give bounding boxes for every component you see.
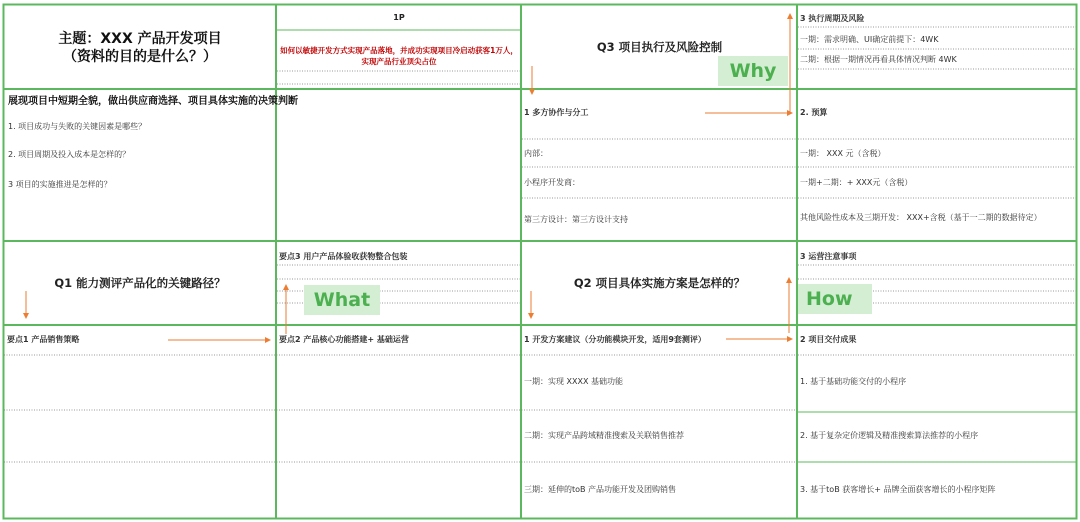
page-label-1p: 1P [393, 13, 405, 22]
schedule-row-2: 二期：根据一期情况再看具体情况判断 4WK [800, 55, 957, 64]
how-tag: How [798, 284, 872, 314]
dev-plan-phase-3: 三期：延伸的toB 产品功能开发及团购销售 [524, 485, 677, 494]
budget-row-2: 一期+二期：+ XXX元（含税） [800, 178, 913, 187]
why-tag: Why [718, 56, 788, 86]
dev-plan-phase-2: 二期：实现产品跨域精准搜索及关联销售推荐 [524, 431, 684, 440]
collab-title: 1 多方协作与分工 [524, 108, 589, 117]
delivery-item-2: 2. 基于复杂定价逻辑及精准搜索算法推荐的小程序 [800, 431, 979, 440]
dev-plan-title: 1 开发方案建议（分功能模块开发，适用9套测评） [524, 335, 706, 344]
q1-title: Q1 能力测评产品化的关键路径？ [54, 276, 226, 290]
budget-title: 2. 预算 [800, 108, 828, 117]
budget-row-3: 其他风险性成本及三期开发： XXX+含税（基于一二期的数据待定） [800, 213, 1042, 222]
collab-row-internal: 内部： [524, 149, 548, 158]
collab-row-design: 第三方设计：第三方设计支持 [524, 215, 628, 224]
point2-title: 要点2 产品核心功能搭建+ 基础运营 [279, 335, 409, 344]
q3-title: Q3 项目执行及风险控制 [596, 40, 723, 54]
q2-title: Q2 项目具体实施方案是怎样的？ [573, 276, 746, 290]
what-tag: What [304, 285, 380, 315]
schedule-row-1: 一期：需求明确、UI确定前提下：4WK [800, 35, 939, 44]
schedule-title: 3 执行周期及风险 [800, 14, 865, 23]
topic-title: 主题：XXX 产品开发项目 [58, 31, 222, 47]
ops-title: 3 运营注意事项 [800, 252, 857, 261]
overview-item-2: 2. 项目周期及投入成本是怎样的？ [8, 150, 131, 159]
delivery-item-1: 1. 基于基础功能交付的小程序 [800, 377, 907, 386]
collab-row-vendor: 小程序开发商： [524, 178, 580, 187]
budget-row-1: 一期： XXX 元（含税） [800, 149, 886, 158]
overview-heading: 展现项目中短期全貌，做出供应商选择、项目具体实施的决策判断 [8, 96, 298, 107]
dev-plan-phase-1: 一期：实现 XXXX 基础功能 [524, 377, 624, 386]
point3-title: 要点3 用户产品体验收获物整合包装 [279, 252, 408, 261]
overview-item-1: 1. 项目成功与失败的关键因素是哪些？ [8, 122, 147, 131]
topic-subtitle: （资料的目的是什么？） [63, 49, 217, 65]
delivery-item-3: 3. 基于toB 获客增长+ 品牌全面获客增长的小程序矩阵 [800, 485, 996, 494]
page-1p-note: 如何以敏捷开发方式实现产品落地，并成功实现项目冷启动获客1万人，实现产品行业顶尖占位 [280, 46, 518, 66]
delivery-title: 2 项目交付成果 [800, 335, 857, 344]
point1-title: 要点1 产品销售策略 [7, 335, 80, 344]
overview-item-3: 3 项目的实施推进是怎样的？ [8, 180, 112, 189]
